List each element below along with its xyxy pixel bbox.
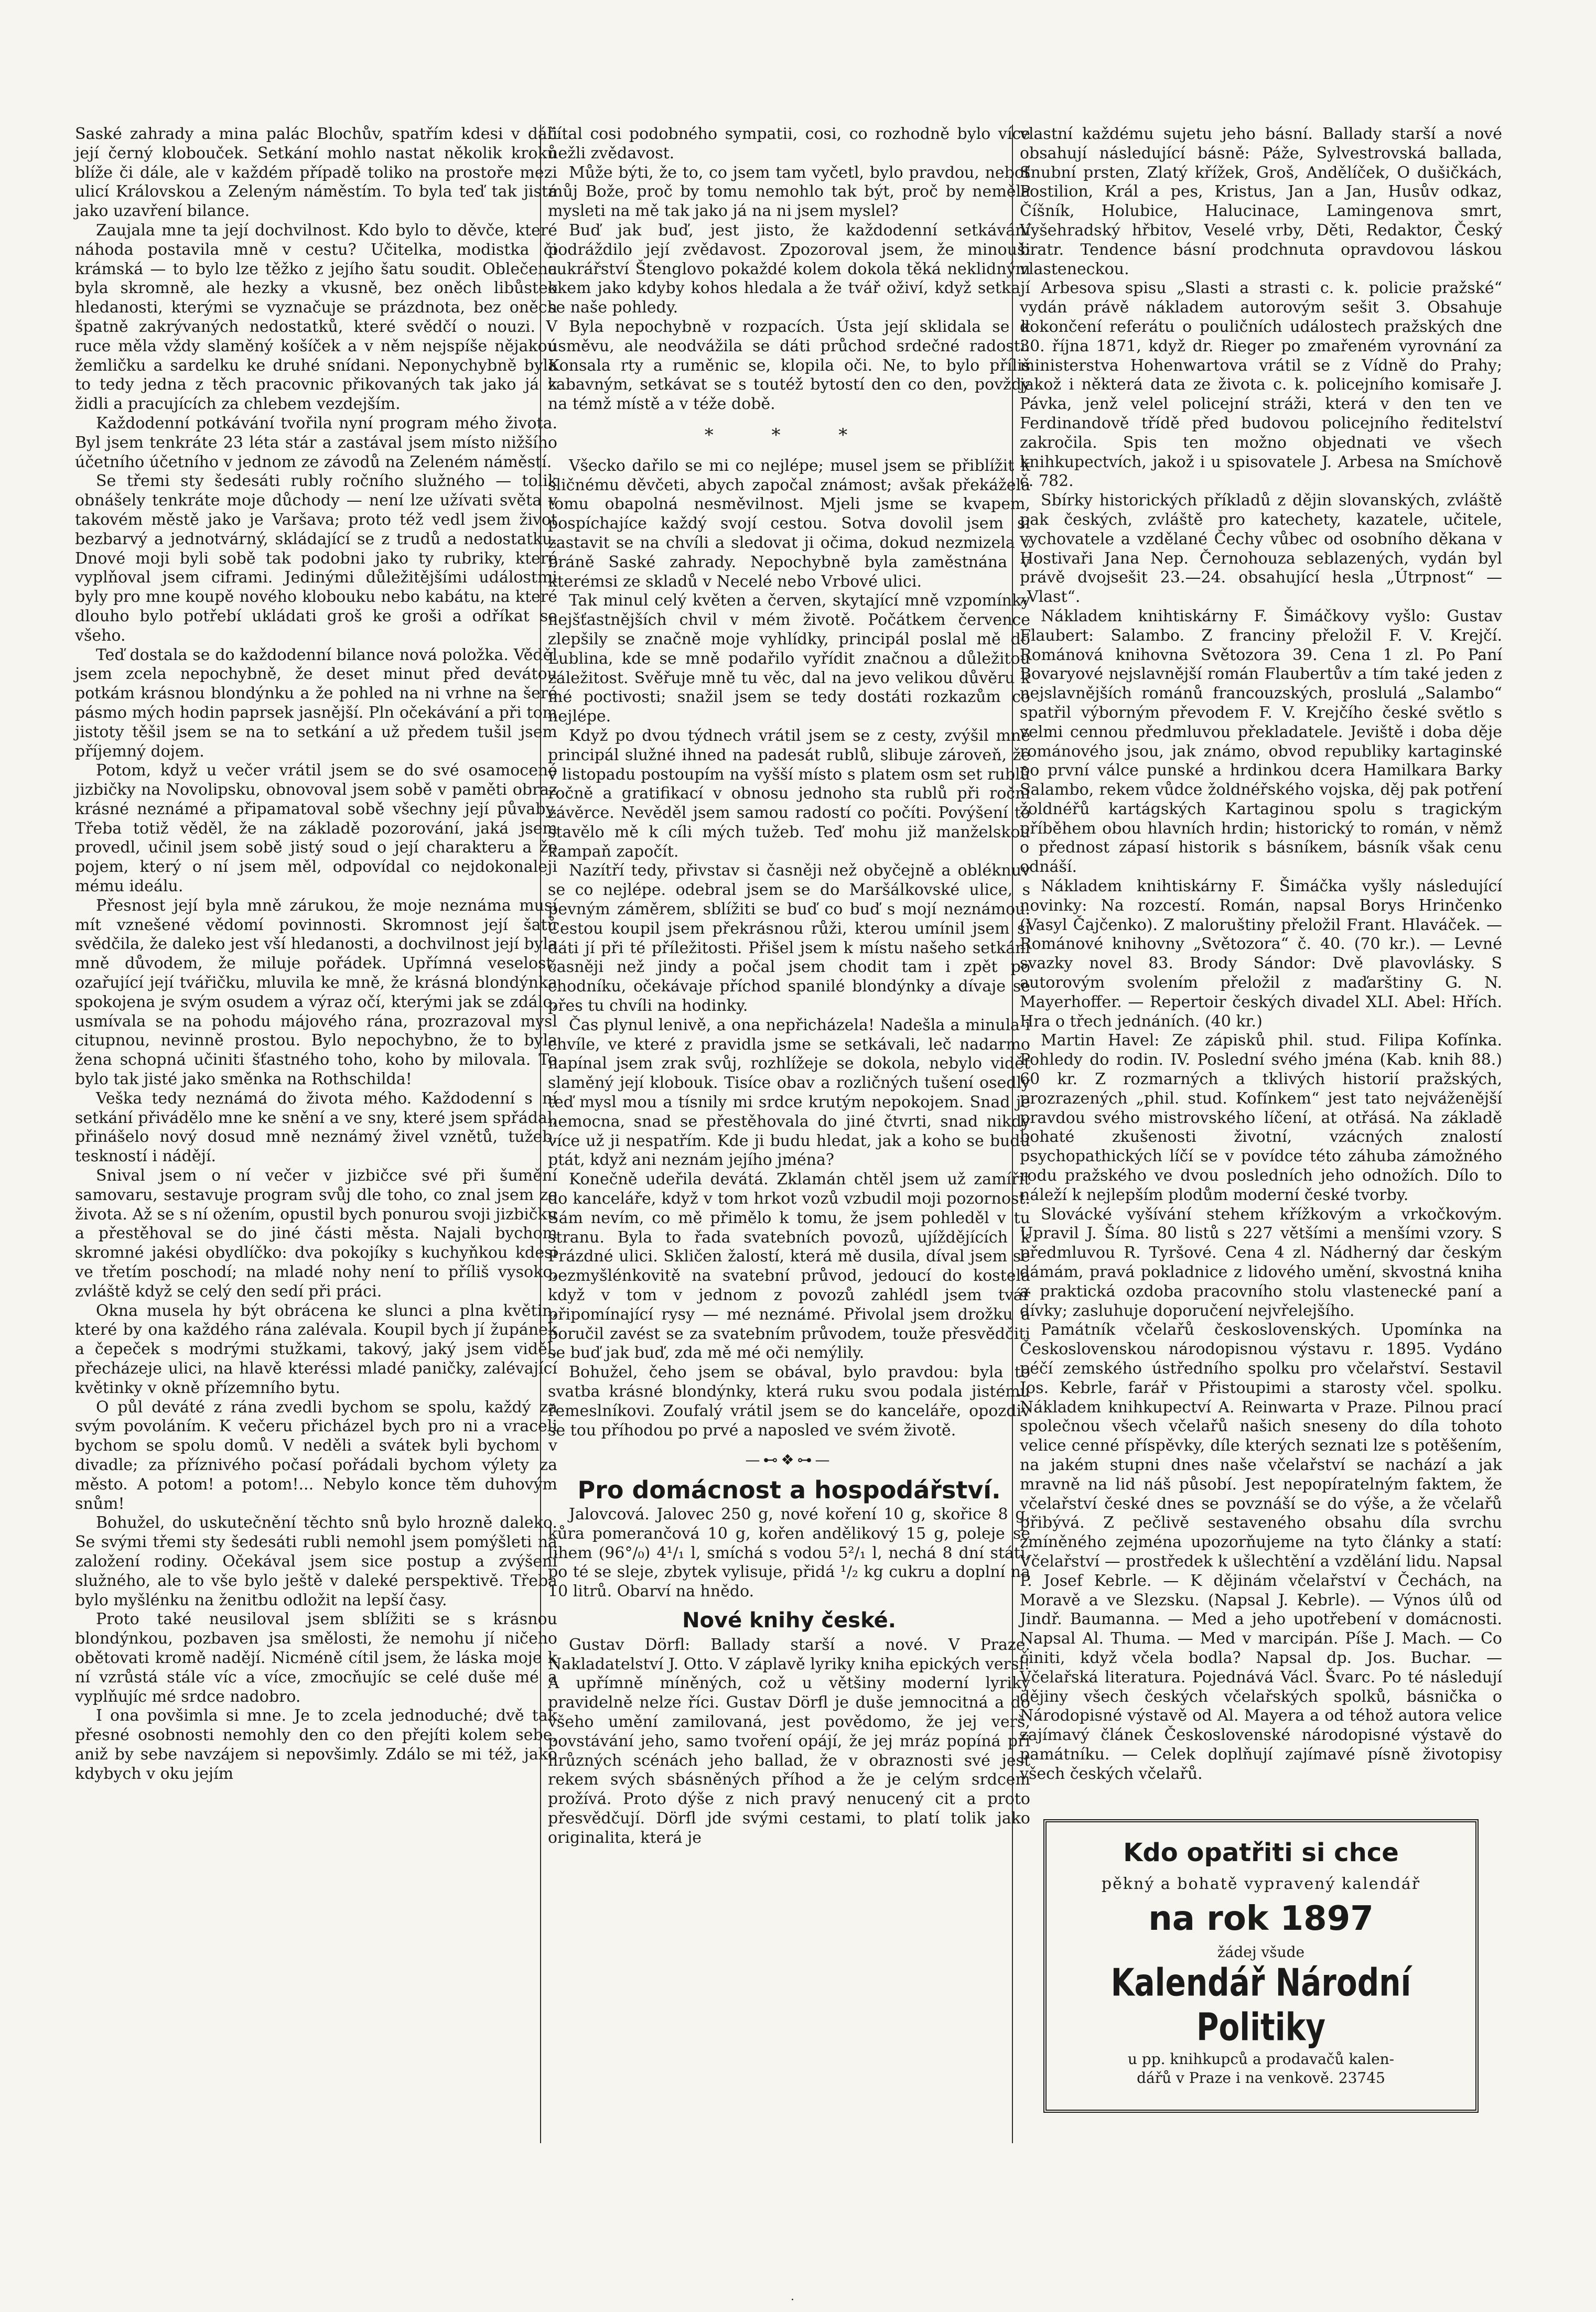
paragraph: O půl deváté z rána zvedli bychom se spolu, každý za svým povoláním. K večeru přicházel bych pro ni a vraceli bychom se spolu domů. V neděli a svátek byli bychom v divadle; za příznivého počasí pořádali bychom výlety za město. A potom! a potom!... Nebylo konce těm duhovým snům!	[75, 1398, 557, 1513]
section-ornament: —⊷❖⊶—	[745, 1451, 833, 1469]
paragraph: Okna musela hy být obrácena ke slunci a plna květin, které by ona každého rána zalévala. Koupil bych jí župánek a čepeček s modrými stužkami, takový, jaký jsem viděl, přecházeje ulici, na hlavě kteréssi mladé paničky, zalévající květinky v okně přízemního bytu.	[75, 1301, 557, 1397]
calendar-advertisement	[1043, 1819, 1479, 2113]
paragraph: Veška tedy neznámá do života mého. Každodenní s ní setkání přivádělo mne ke snění a ve sny, které jsem spřádal, přinášelo nový dosud mně neznámý živel vznětů, tužeb, teskností i nádějí.	[75, 1089, 557, 1166]
ad-note: žádej všude	[1217, 1943, 1305, 1961]
section-stars: * * *	[704, 424, 874, 446]
paragraph: Konečně udeřila devátá. Zklamán chtěl jsem už zamířit do kanceláře, když v tom hrkot vozů vzbudil moji pozornost. Sám nevím, co mě přimělo k tomu, že jsem pohleděl v tu stranu. Byla to řada svatebních povozů, ujíždějících k Prázdné ulici. Skličen žalostí, která mě dusila, díval jsem se bezmyšlénkovitě na svatební průvod, jedoucí do kostela když v tom v jednom z povozů zahlédl jsem tvář připomínající rysy — mé neznámé. Přivolal jsem drožku a poručil zavést se za svatebním průvodem, touže přesvědčiti se buď jak buď, zda mě mé oči nemýlily.	[548, 1170, 1030, 1363]
paragraph: Buď jak buď, jest jisto, že každodenní setkávání podráždilo její zvědavost. Zpozoroval jsem, že minouši cukrářství Štenglovo pokaždé kolem dokola těká neklidným okem jako kdyby kohos hledala a že tvář oživí, když setkají se naše pohledy.	[548, 221, 1030, 317]
ad-year: na rok 1897	[1148, 1899, 1374, 1938]
paragraph: Každodenní potkávání tvořila nyní program mého života. Byl jsem tenkráte 23 léta stár a zastával jsem místo nižšího účetního účetního v jednom ze závodů na Zeleném náměstí.	[75, 414, 557, 471]
paragraph: I ona povšimla si mne. Je to zcela jednoduché; dvě tak přesné osobnosti nemohly den co den přejíti kolem sebe, aniž by sebe navzájem si nepovšimly. Zdálo se mi též, jako kdybych v oku jejím	[75, 1706, 557, 1783]
paragraph: Památník včelařů československých. Upomínka na Československou národopisnou výstavu r. 1895. Vydáno péčí zemského ústředního spolku pro včelařství. Sestavil Jos. Kebrle, farář v Přistoupimi a starosty včel. spolku. Nákladem knihkupectví A. Reinwarta v Praze. Pilnou prací společnou všech včelařů našich sneseny do díla tohoto velice cenné příspěvky, díle kterých seznati lze s potěšením, na jakém stupni dnes naše včelařství se nachází a jak mravně na lid náš působí. Jest nepopíratelným faktem, že včelařství české dnes se povznáší se do výše, a že včelařů přibývá. Z pečlivě sestaveného obsahu díla svrchu zmíněného zejména upozorňujeme na tyto články a statí: Včelařství — prostředek k ušlechtění a vzdělání lidu. Napsal P. Josef Kebrle. — K dějinám včelařství v Čechách, na Moravě a ve Slezsku. (Napsal J. Kebrle). — Výnos úlů od Jindř. Baumanna. — Med a jeho upotřebení v domácnosti. Napsal Al. Thuma. — Med v marcipán. Píše J. Mach. — Co činiti, když včela bodla? Napsal dp. Jos. Buchar. — Včelařská literatura. Pojednává Václ. Švarc. Po té následují dějiny všech českých včelařských spolků, básnička o Národopisné výstavě od Al. Mayera a od téhož autora velice zajímavý článek Československé národopisné výstavě do památníku. — Celek doplňují zajímavé písně životopisy všech českých včelařů.	[1020, 1321, 1502, 1783]
paragraph: Martin Havel: Ze zápisků phil. stud. Filipa Kofínka. Pohledy do rodin. IV. Poslední svého jména (Kab. knih 88.) 60 kr. Z rozmarných a tklivých historií pražských, prozrazených „phil. stud. Kofínkem“ jest tato nejváženější pravdou svého mistrovského líčení, at otřásá. Na základě bohaté zkušenosti životní, vzácných znalostí psychopathických líčí se v povídce této záhuba zámožného rodu pražského ve dvou posledních jeho odnožích. Dílo to náleží k nejlepším plodům moderní české tvorby.	[1020, 1031, 1502, 1204]
paragraph: Tak minul celý květen a červen, skytající mně vzpomínky nejšťastnějších chvil v mém životě. Počátkem července zlepšily se značně moje vyhlídky, principál poslal mě do Lublina, kde se mně podařilo vyřídit značnou a důležitou záležitost. Svěřuje mně tu věc, dal na jevo velikou důvěru k mé poctivosti; snažil jsem se tedy dostáti rozkazům co nejlépe.	[548, 591, 1030, 726]
paragraph: Snival jsem o ní večer v jizbičce své při šumění samovaru, sestavuje program svůj dle toho, co znal jsem ze života. Až se s ní ožením, opustil bych ponurou svoji jizbičku a přestěhoval se do jiné části města. Najali bychom skromné jakési obydlíčko: dva pokojíky s kuchyňkou kdesi ve třetím poschodí; na mladé nohy není to příliš vysoko, zvláště když se celý den sedí při práci.	[75, 1166, 557, 1301]
paragraph: Bohužel, do uskutečnění těchto snů bylo hrozně daleko. Se svými třemi sty šedesáti rubli nemohl jsem pomýšleti na založení rodiny. Očekával jsem sice postup a zvýšení služného, ale to vše bylo ještě v daleké perspektivě. Třeba bylo myšlénku na ženitbu odložit na lepší časy.	[75, 1514, 557, 1609]
ad-footer-line: u pp. knihkupců a prodavačů kalen-	[1127, 2050, 1395, 2068]
paragraph: Bohužel, čeho jsem se obával, bylo pravdou: byla to svatba krásné blondýnky, která ruku svou podala jistému řemeslníkovi. Zoufalý vrátil jsem se do kanceláře, opozdiv se tou příhodou po prvé a naposled ve svém životě.	[548, 1363, 1030, 1440]
ad-subtitle: pěkný a bohatě vypravený kalendář	[1101, 1875, 1421, 1893]
paragraph: Přesnost její byla mně zárukou, že moje neznáma musí mít vznešené vědomí povinnosti. Skromnost její šatů svědčila, že daleko jest vší hledanosti, a dochvilnost její byla mně důvodem, že miluje pořádek. Upřímná veselost, ozařující její tvářičku, mluvila ke mně, že krásná blondýnka spokojena je svým osudem a výraz očí, kterými jak se zdálo, usmívala se na pohodu májového rána, prozrazoval mysl citupnou, nevinně prostou. Bylo nepochybno, že to byla žena schopná učiniti šťastného toho, koho by milovala. To bylo tak jisté jako směnka na Rothschilda!	[75, 896, 557, 1089]
paragraph: Arbesova spisu „Slasti a strasti c. k. policie pražské“ vydán právě nákladem autorovým sešit 3. Obsahuje dokončení referátu o pouličních událostech pražských dne 30. října 1871, když dr. Rieger po zmařeném vyrovnání za ministerstva Hohenwartova vrátil se z Vídně do Prahy; jakož i některá data ze života c. k. policejního komisaře J. Pávka, jenž velel policejní stráži, která v den ten ve Ferdinandově třídě před budovou policejního ředitelství zakročila. Spis ten možno objednati ve všech knihkupectvích, jakož i u spisovatele J. Arbesa na Smíchově č. 782.	[1020, 279, 1502, 491]
paragraph: Nákladem knihtiskárny F. Šimáčka vyšly následující novinky: Na rozcestí. Román, napsal Borys Hrinčenko (Vasyl Čajčenko). Z maloruštiny přeložil Frant. Hlaváček. — Románové knihovny „Světozora“ č. 40. (70 kr.). — Levné svazky novel 83. Brody Sándor: Dvě plavovlásky. S autorovým svolením přeložil z maďarštiny G. N. Mayerhoffer. — Repertoir českých divadel XLI. Abel: Hřích. Hra o třech jednáních. (40 kr.)	[1020, 877, 1502, 1031]
column-3	[1020, 125, 1502, 1784]
paragraph: Proto také neusiloval jsem sblížiti se s krásnou blondýnkou, pozbaven jsa smělosti, že nemohu jí ničeho obětovati kromě nadějí. Nicméně cítil jsem, že láska moje k ní vzrůstá stále víc a více, zmocňujíc se celé duše mé a vyplňujíc mé srdce nadobro.	[75, 1610, 557, 1706]
paragraph: Se třemi sty šedesáti rubly ročního služného — tolik obnášely tenkráte moje důchody — není lze užívati světa v takovém městě jako je Varšava; proto též vedl jsem život bezbarvý a jednotvárný, skládající se z trudů a nedostatku. Dnové moji byli sobě tak podobni jako ty rubriky, které vyplňoval jsem ciframi. Jedinými důležitějšími událostmi byly pro mne koupě nového klobouku nebo kabátu, na které dlouho bylo potřebí ukládati groš ke groši a odříkat se všeho.	[75, 472, 557, 645]
paragraph: Byla nepochybně v rozpacích. Ústa její sklidala se k úsměvu, ale neodvážila se dáti průchod srdečné radosti. Konsala rty a ruměnic se, klopila oči. Ne, to bylo příliš zabavným, setkávat se s toutéž bytostí den co den, povždy na témž místě a v téže době.	[548, 317, 1030, 414]
paragraph: Všecko dařilo se mi co nejlépe; musel jsem se přiblížit k sličnému děvčeti, abych započal známost; avšak překážela tomu obapolná nesměvilnost. Mjeli jsme se kvapem, pospíchajíce každý svojí cestou. Sotva dovolil jsem si zastavit se na chvíli a sledovat ji očima, dokud nezmizela v bráně Saské zahrady. Nepochybně byla zaměstnána v kterémsi ze skladů v Necelé nebo Vrbové ulici.	[548, 456, 1030, 591]
paragraph: Nazítří tedy, přivstav si časněji než obyčejně a obléknuv se co nejlépe. odebral jsem se do Maršálkovské ulice, s pevným záměrem, sblížiti se buď co buď s mojí neznámou. Cestou koupil jsem překrásnou růži, kterou umínil jsem si dáti jí při té příležitosti. Přišel jsem k místu našeho setkání časněji než jindy a počal jsem chodit tam i zpět po chodníku, očekávaje příchod spanilé blondýnky a dívaje se přes tu chvíli na hodinky.	[548, 861, 1030, 1015]
column-1	[75, 125, 557, 1784]
paragraph: Teď dostala se do každodenní bilance nová položka. Věděl jsem zcela nepochybně, že deset minut před devátou potkám krásnou blondýnku a že pohled na ni vrhne na šeré pásmo mých hodin paprsek jasnější. Pln očekávání a při tom jistoty těšil jsem se na to setkání a už předem tušil jsem příjemný dojem.	[75, 645, 557, 761]
ad-footer	[1057, 2050, 1465, 2088]
section-heading-domacnost: Pro domácnost a hospodářství.	[577, 1476, 1001, 1505]
ad-brand: Kalendář Národní Politiky	[1110, 1960, 1411, 2049]
paragraph: čítal cosi podobného sympatii, cosi, co rozhodně bylo více nežli zvědavost.	[548, 125, 1030, 163]
paragraph: Sbírky historických příkladů z dějin slovanských, zvláště pak českých, zvláště pro katechety, kazatele, učitele, vychovatele a vzdělané Čechy vůbec od osobního děkana v Hostivaři Jana Nep. Černohouza seblazených, vydán byl právě dvojsešit 23.—24. obsahující hesla „Útrpnost“ — „Vlast“.	[1020, 491, 1502, 607]
page-mark: ·	[791, 2294, 794, 2307]
section-heading-knihy: Nové knihy české.	[682, 1608, 896, 1633]
paragraph: Když po dvou týdnech vrátil jsem se z cesty, zvýšil mně principál služné ihned na padesát rublů, slibuje zároveň, že v listopadu postoupím na vyšší místo s platem osm set rublů ročně a gratifikací v obnosu jednoho sta rublů při roční závěrce. Nevěděl jsem samou radostí co počíti. Povýšení to stavělo mě k cíli mých tužeb. Teď mohu již manželskou kampaň započít.	[548, 726, 1030, 861]
column-2	[548, 125, 1030, 1848]
books-paragraph: Gustav Dörfl: Ballady starší a nové. V Praze. Nakladatelství J. Otto. V záplavě lyriky kniha epických versí! A upřímně míněných, což u většiny moderní lyriky pravidelně nelze říci. Gustav Dörfl je duše jemnocitná a do všeho umění zamilovaná, jest povědomo, že jej verš, povstávání jeho, samo tvoření opájí, že jej mráz popíná při hrůzných scénách jeho ballad, že v obraznosti své jest rekem svých sbásněných příhod a že je celým srdcem prožívá. Proto dýše z nich pravý nenucený cit a proto přesvědčují. Dörfl jde svými cestami, to platí tolik jako originalita, která je	[548, 1635, 1030, 1847]
paragraph: Saské zahrady a mina palác Blochův, spatřím kdesi v dáli její černý klobouček. Setkání mohlo nastat několik kroků blíže či dále, ale v každém případě toliko na prostoře mezi ulicí Královskou a Zeleným náměstím. To byla teď tak jistá jako uzavření bilance.	[75, 125, 557, 221]
paragraph: Může býti, že to, co jsem tam vyčetl, bylo pravdou, neboť můj Bože, proč by tomu nemohlo tak být, proč by neměla mysleti na mě tak jako já na ni jsem myslel?	[548, 163, 1030, 221]
paragraph: Slovácké vyšívání stehem křížkovým a vrkočkovým. Upravil J. Šíma. 80 listů s 227 většími a menšími vzory. S předmluvou R. Tyršové. Cena 4 zl. Nádherný dar českým dámám, pravá pokladnice z lidového umění, skvostná kniha a praktická ozdoba pracovního stolu vlastenecké paní a dívky; zasluhuje doporučení nejvřelejšího.	[1020, 1205, 1502, 1320]
recipe-paragraph: Jalovcová. Jalovec 250 g, nové koření 10 g, skořice 8 g, kůra pomerančová 10 g, kořen andělikový 15 g, poleje se lihem (96°/₀) 4¹/₁ l, smíchá s vodou 5²/₁ l, nechá 8 dní státi, po té se sleje, zbytek vylisuje, přidá ¹/₂ kg cukru a doplní na 10 litrů. Obarví na hnědo.	[548, 1505, 1030, 1601]
paragraph: Čas plynul lenivě, a ona nepřicházela! Nadešla a minula i chvíle, ve které z pravidla jsme se setkávali, leč nadarmo napínal jsem zrak svůj, rozhlížeje se dokola, nebylo vidět slaměný její klobouk. Tisíce obav a rozličných tušení osedly teď mysl mou a tísnily mi srdce krutým nepokojem. Snad je nemocna, snad se přestěhovala do jiné čtvrti, snad nikdy více už ji nespatřím. Kde ji budu hledat, jak a koho se budu ptát, když ani neznám jejího jména?	[548, 1015, 1030, 1170]
ad-footer-line: dářů v Praze i na venkově. 23745	[1137, 2069, 1385, 2087]
ad-title: Kdo opatřiti si chce	[1123, 1838, 1399, 1867]
paragraph: vlastní každému sujetu jeho básní. Ballady starší a nové obsahují následující básně: Páže, Sylvestrovská ballada, Snubní prsten, Zlatý křížek, Groš, Andělíček, O dušičkách, Postilion, Král a pes, Kristus, Jan a Jan, Husův odkaz, Číšník, Holubice, Halucinace, Lamingenova smrt, Vyšehradský hřbitov, Veselé vrby, Děti, Redaktor, Český bratr. Tendence básní prodchnuta opravdovou láskou vlasteneckou.	[1020, 125, 1502, 278]
paragraph: Potom, když u večer vrátil jsem se do své osamocené jizbičky na Novolipsku, obnovoval jsem sobě v paměti obraz krásné neznámé a připamatoval sobě všechny její půvaby. Třeba totiž věděl, že na základě pozorování, jaká jsem provedl, učinil jsem sobě jistý soud o její charakteru a že pojem, který o ní jsem měl, odpovídal co nejdokonaleji mému ideálu.	[75, 761, 557, 896]
paragraph: Nákladem knihtiskárny F. Šimáčkovy vyšlo: Gustav Flaubert: Salambo. Z franciny přeložil F. V. Krejčí. Románová knihovna Světozora 39. Cena 1 zl. Po Paní Bovaryové nejslavnější román Flaubertův a tím také jeden z nejslavnějších románů francouzských, proslulá „Salambo“ spatřil výborným převodem F. V. Krejčího české světlo s velmi cennou předmluvou překladatele. Jeviště i doba děje románového jsou, jak známo, obvod republiky kartaginské po první válce punské a hrdinkou dcera Hamilkara Barky Salambo, rekem vůdce žoldnéřského vojska, děj pak potření žoldnéřů kartágských Kartaginou spolu s tragickým příběhem obou hlavních hrdin; historický to román, v němž o přednost zápasí historik s básníkem, básník však cenu odnáší.	[1020, 607, 1502, 877]
paragraph: Zaujala mne ta její dochvilnost. Kdo bylo to děvče, které náhoda postavila mně v cestu? Učitelka, modistka či krámská — to bylo lze těžko z jejího šatu soudit. Oblečena byla skromně, ale hezky a vkusně, bez oněch libůstek hledanosti, kterými se vyznačuje se prázdnota, bez oněch špatně zakrývaných nedostatků, které svědčí o nouzi. V ruce měla vždy slaměný košíček a v něm nejspíše nějakou žemličku a sardelku ke druhé snídani. Neponychybně byla to tedy jedna z těch pracovnic přikovaných tak jako já k židli a pracujících za chlebem vezdejším.	[75, 221, 557, 414]
